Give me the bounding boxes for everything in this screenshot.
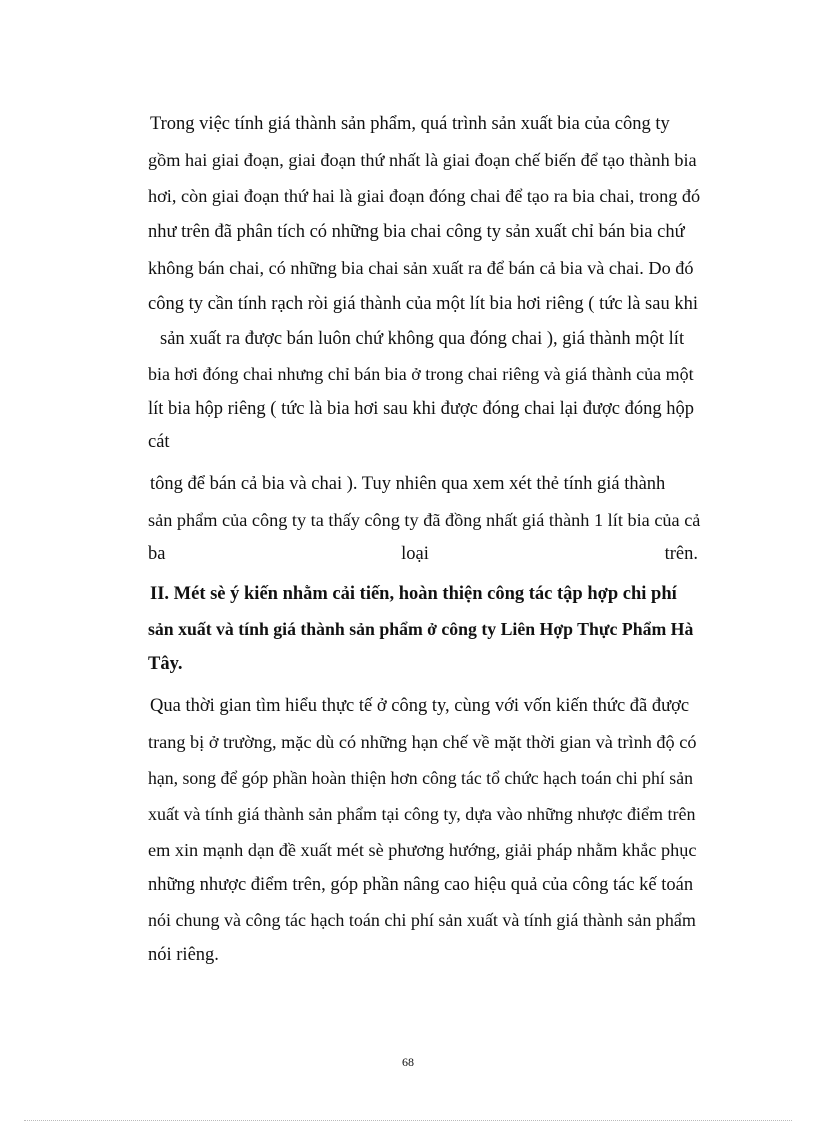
- paragraph-4-line-4: xuất và tính giá thành sản phẩm tại công ty, dựa vào những nhược điểm trên: [148, 804, 696, 824]
- paragraph-1-line-6: công ty cần tính rạch ròi giá thành của một lít bia hơi riêng ( tức là sau khi: [148, 294, 698, 314]
- paragraph-1-line-3: hơi, còn giai đoạn thứ hai là giai đoạn đóng chai để tạo ra bia chai, trong đó: [148, 186, 701, 206]
- word-tren: trên.: [664, 544, 698, 564]
- paragraph-4-line-8: nói riêng.: [148, 945, 219, 965]
- paragraph-1-line-4: như trên đã phân tích có những bia chai công ty sản xuất chỉ bán bia chứ: [148, 222, 685, 242]
- paragraph-4-line-6: những nhược điểm trên, góp phần nâng cao hiệu quả của công tác kế toán: [148, 875, 694, 895]
- paragraph-2-line-1: sản xuất ra được bán luôn chứ không qua đóng chai ), giá thành một lít: [160, 329, 685, 349]
- paragraph-2-line-4: cát: [148, 432, 170, 452]
- paragraph-4-line-1: Qua thời gian tìm hiểu thực tế ở công ty, cùng với vốn kiến thức đã được: [150, 696, 690, 716]
- paragraph-4-line-7: nói chung và công tác hạch toán chi phí sản xuất và tính giá thành sản phẩm: [148, 910, 696, 930]
- paragraph-4-line-5: em xin mạnh dạn đề xuất mét sè phương hướng, giải pháp nhằm khắc phục: [148, 840, 697, 860]
- section-heading-line-3: Tây.: [148, 654, 183, 674]
- section-heading-line-2: sản xuất và tính giá thành sản phẩm ở công ty Liên Hợp Thực Phẩm Hà: [148, 619, 694, 639]
- paragraph-4-line-3: hạn, song để góp phần hoàn thiện hơn công tác tổ chức hạch toán chi phí sản: [148, 768, 693, 788]
- word-loai: loại: [401, 544, 429, 564]
- paragraph-4-line-2: trang bị ở trường, mặc dù có những hạn chế về mặt thời gian và trình độ có: [148, 732, 697, 752]
- page-bottom-divider: [24, 1120, 792, 1121]
- paragraph-1-line-1: Trong việc tính giá thành sản phẩm, quá trình sản xuất bia của công ty: [150, 114, 670, 134]
- section-heading-line-1: II. Mét sè ý kiến nhằm cải tiến, hoàn thiện công tác tập hợp chi phí: [150, 584, 677, 604]
- paragraph-3-line-3: [148, 542, 698, 566]
- paragraph-3-line-2: sản phẩm của công ty ta thấy công ty đã đồng nhất giá thành 1 lít bia của cả: [148, 510, 701, 530]
- word-ba: ba: [148, 544, 166, 564]
- paragraph-2-line-3: lít bia hộp riêng ( tức là bia hơi sau khi được đóng chai lại được đóng hộp: [148, 399, 694, 419]
- paragraph-1-line-5: không bán chai, có những bia chai sản xuất ra để bán cả bia và chai. Do đó: [148, 258, 694, 278]
- page-number: 68: [402, 1055, 414, 1069]
- paragraph-1-line-2: gồm hai giai đoạn, giai đoạn thứ nhất là giai đoạn chế biến để tạo thành bia: [148, 150, 697, 170]
- paragraph-3-line-1: tông để bán cả bia và chai ). Tuy nhiên qua xem xét thẻ tính giá thành: [150, 474, 666, 494]
- paragraph-2-line-2: bia hơi đóng chai nhưng chỉ bán bia ở trong chai riêng và giá thành của một: [148, 364, 694, 384]
